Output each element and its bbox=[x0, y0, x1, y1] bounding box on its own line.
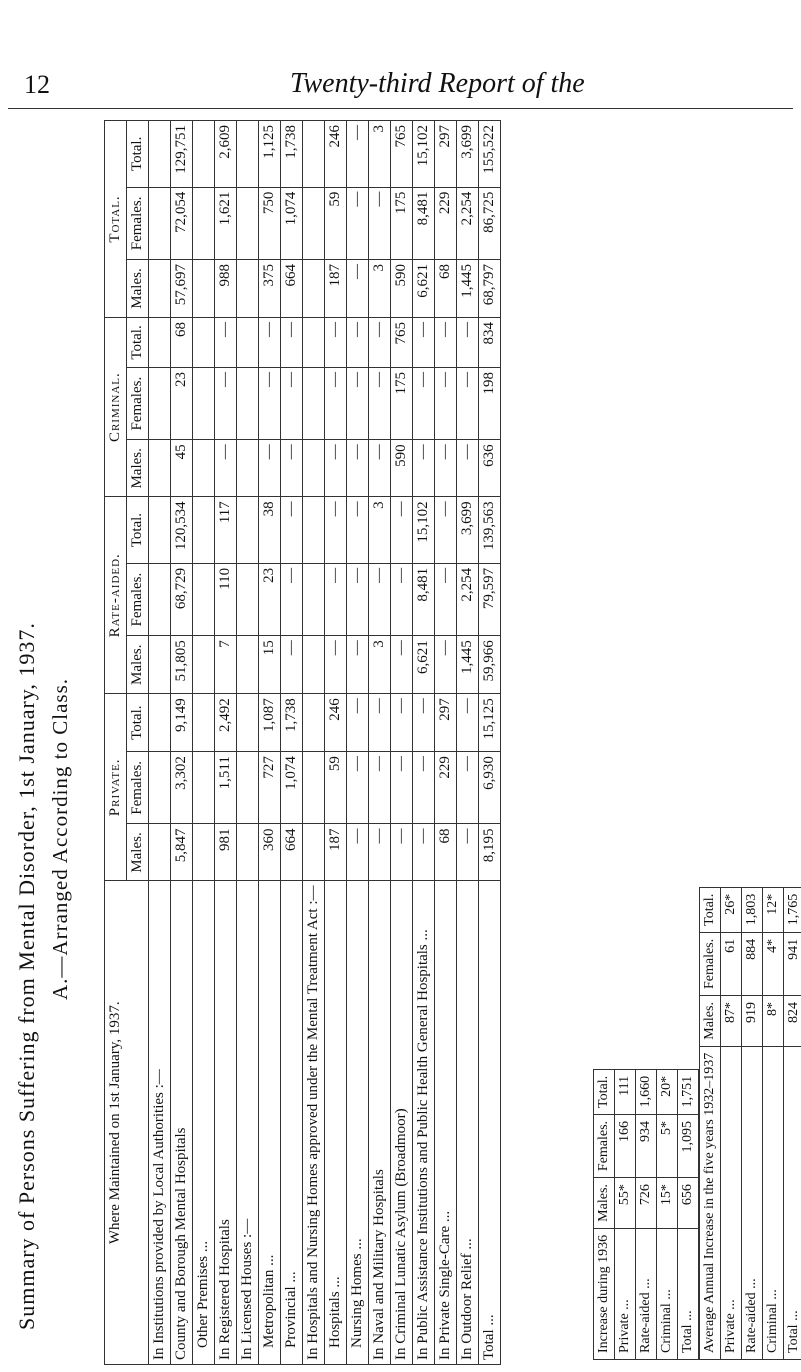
row-label: In Outdoor Relief ... bbox=[457, 881, 479, 1365]
row-label: In Institutions provided by Local Authorities :— bbox=[149, 881, 171, 1365]
table-cell bbox=[237, 752, 259, 824]
table-cell: 187 bbox=[325, 260, 347, 318]
row-label: In Private Single-Care ... bbox=[435, 881, 457, 1365]
table-cell: — bbox=[259, 440, 281, 497]
table-cell: 229 bbox=[435, 752, 457, 824]
table-cell: — bbox=[369, 440, 391, 497]
table-cell: — bbox=[281, 636, 303, 694]
table-cell: 175 bbox=[391, 187, 413, 259]
table-cell: 1,095 bbox=[678, 1114, 699, 1177]
table-cell: — bbox=[391, 636, 413, 694]
table-cell bbox=[303, 317, 325, 367]
table-cell: — bbox=[391, 824, 413, 881]
table-cell: — bbox=[413, 367, 435, 439]
table-cell: — bbox=[413, 440, 435, 497]
table-cell: — bbox=[391, 563, 413, 635]
row-label: In Registered Hospitals bbox=[215, 881, 237, 1365]
table-cell: 919 bbox=[742, 996, 763, 1047]
table-cell: 8* bbox=[763, 996, 784, 1047]
average-table bbox=[699, 887, 801, 1360]
row-label: In Public Assistance Institutions and Public Health General Hospitals ... bbox=[413, 881, 435, 1365]
table-cell: — bbox=[347, 824, 369, 881]
table-cell: — bbox=[391, 497, 413, 564]
subcol-header: Females. bbox=[127, 187, 149, 259]
subcol-header: Total. bbox=[127, 497, 149, 564]
table-cell bbox=[193, 636, 215, 694]
table-cell: — bbox=[413, 752, 435, 824]
table-cell bbox=[149, 260, 171, 318]
table-cell: 15 bbox=[259, 636, 281, 694]
table-cell: 139,563 bbox=[479, 497, 501, 564]
table-row bbox=[657, 1069, 678, 1359]
table-cell: 1,738 bbox=[281, 694, 303, 752]
table-cell: — bbox=[325, 497, 347, 564]
table-cell: 1,621 bbox=[215, 187, 237, 259]
table-cell: 834 bbox=[479, 317, 501, 367]
table-cell bbox=[193, 563, 215, 635]
table-cell: 129,751 bbox=[171, 121, 193, 188]
subcol-header: Total. bbox=[127, 121, 149, 188]
row-label: Provincial ... bbox=[281, 881, 303, 1365]
table-cell: — bbox=[391, 694, 413, 752]
table-cell: 15* bbox=[657, 1178, 678, 1229]
table-cell: 664 bbox=[281, 824, 303, 881]
table-cell: 246 bbox=[325, 694, 347, 752]
table-cell bbox=[237, 824, 259, 881]
table-cell: — bbox=[325, 563, 347, 635]
row-label: County and Borough Mental Hospitals bbox=[171, 881, 193, 1365]
table-title: Increase during 1936 bbox=[594, 1228, 615, 1359]
table-cell: — bbox=[457, 824, 479, 881]
table-cell: 51,805 bbox=[171, 636, 193, 694]
table-row bbox=[636, 1069, 657, 1359]
table-cell: 38 bbox=[259, 497, 281, 564]
table-row bbox=[763, 887, 784, 1359]
table-cell: — bbox=[347, 752, 369, 824]
table-cell: 8,481 bbox=[413, 563, 435, 635]
table-cell: — bbox=[281, 367, 303, 439]
table-cell: 727 bbox=[259, 752, 281, 824]
row-label: Hospitals ... bbox=[325, 881, 347, 1365]
table-cell: 2,492 bbox=[215, 694, 237, 752]
subcol-header: Females. bbox=[127, 752, 149, 824]
table-cell: — bbox=[347, 317, 369, 367]
subcol-header: Total. bbox=[127, 317, 149, 367]
table-cell: 1,074 bbox=[281, 752, 303, 824]
table-cell: — bbox=[457, 694, 479, 752]
row-label: In Criminal Lunatic Asylum (Broadmoor) bbox=[391, 881, 413, 1365]
row-label: Private ... bbox=[721, 1046, 742, 1359]
table-cell bbox=[193, 260, 215, 318]
table-cell bbox=[193, 187, 215, 259]
row-label: Total ... bbox=[784, 1046, 801, 1359]
table-cell: — bbox=[347, 636, 369, 694]
table-cell: — bbox=[435, 367, 457, 439]
table-cell: 726 bbox=[636, 1178, 657, 1229]
table-cell bbox=[149, 563, 171, 635]
table-cell: — bbox=[369, 563, 391, 635]
group-private: Private. bbox=[105, 694, 127, 881]
table-cell: — bbox=[347, 440, 369, 497]
row-label: In Licensed Houses :— bbox=[237, 881, 259, 1365]
row-label: Criminal ... bbox=[763, 1046, 784, 1359]
table-cell bbox=[237, 563, 259, 635]
subcol-header: Males. bbox=[127, 440, 149, 497]
table-cell: — bbox=[325, 367, 347, 439]
column-header: Males. bbox=[700, 996, 721, 1047]
table-cell: 1,803 bbox=[742, 887, 763, 932]
table-cell: 1,087 bbox=[259, 694, 281, 752]
row-label: Rate-aided ... bbox=[742, 1046, 763, 1359]
table-cell bbox=[149, 317, 171, 367]
table-cell: 15,102 bbox=[413, 121, 435, 188]
table-cell: — bbox=[325, 440, 347, 497]
table-cell: 3,302 bbox=[171, 752, 193, 824]
table-cell: — bbox=[281, 317, 303, 367]
table-cell: 68 bbox=[435, 824, 457, 881]
table-cell: 246 bbox=[325, 121, 347, 188]
table-row bbox=[171, 121, 193, 1365]
subcol-header: Females. bbox=[127, 367, 149, 439]
page-number: 12 bbox=[24, 70, 50, 99]
table-cell: 111 bbox=[615, 1069, 636, 1114]
table-row bbox=[391, 121, 413, 1365]
table-cell: 1,445 bbox=[457, 260, 479, 318]
table-cell bbox=[303, 497, 325, 564]
table-cell bbox=[237, 317, 259, 367]
table-cell: 59 bbox=[325, 187, 347, 259]
table-row bbox=[678, 1069, 699, 1359]
table-cell: 656 bbox=[678, 1178, 699, 1229]
table-row bbox=[193, 121, 215, 1365]
group-rate-aided: Rate-aided. bbox=[105, 497, 127, 694]
table-cell: 166 bbox=[615, 1114, 636, 1177]
table-cell: — bbox=[369, 752, 391, 824]
table-cell: 3 bbox=[369, 497, 391, 564]
table-cell: 6,621 bbox=[413, 260, 435, 318]
table-cell: — bbox=[347, 497, 369, 564]
table-cell: — bbox=[347, 187, 369, 259]
subcol-header: Total. bbox=[127, 694, 149, 752]
table-cell: — bbox=[347, 563, 369, 635]
table-row bbox=[784, 887, 801, 1359]
table-cell: 72,054 bbox=[171, 187, 193, 259]
table-cell: 765 bbox=[391, 121, 413, 188]
table-cell bbox=[237, 260, 259, 318]
table-cell bbox=[303, 440, 325, 497]
table-cell bbox=[149, 367, 171, 439]
table-cell bbox=[237, 440, 259, 497]
group-criminal: Criminal. bbox=[105, 317, 127, 496]
row-label: Other Premises ... bbox=[193, 881, 215, 1365]
table-cell: 824 bbox=[784, 996, 801, 1047]
table-cell: 1,125 bbox=[259, 121, 281, 188]
table-cell bbox=[303, 694, 325, 752]
table-cell: 6,621 bbox=[413, 636, 435, 694]
table-cell: 988 bbox=[215, 260, 237, 318]
table-cell bbox=[149, 636, 171, 694]
table-row bbox=[369, 121, 391, 1365]
table-cell: 297 bbox=[435, 694, 457, 752]
row-label: In Naval and Military Hospitals bbox=[369, 881, 391, 1365]
table-cell bbox=[303, 187, 325, 259]
table-cell: — bbox=[457, 367, 479, 439]
table-cell: — bbox=[457, 752, 479, 824]
table-cell: — bbox=[281, 440, 303, 497]
table-cell: — bbox=[435, 440, 457, 497]
table-cell: 3 bbox=[369, 121, 391, 188]
table-cell: 2,254 bbox=[457, 187, 479, 259]
table-row bbox=[259, 121, 281, 1365]
table-cell: — bbox=[281, 563, 303, 635]
table-cell: 198 bbox=[479, 367, 501, 439]
table-cell bbox=[149, 440, 171, 497]
table-cell: 1,074 bbox=[281, 187, 303, 259]
table-cell: 1,738 bbox=[281, 121, 303, 188]
table-cell: 55* bbox=[615, 1178, 636, 1229]
table-cell: 3 bbox=[369, 636, 391, 694]
table-cell: 87* bbox=[721, 996, 742, 1047]
table-cell bbox=[149, 497, 171, 564]
table-cell: 68,797 bbox=[479, 260, 501, 318]
table-cell bbox=[237, 497, 259, 564]
table-cell bbox=[237, 121, 259, 188]
table-cell bbox=[149, 187, 171, 259]
table-row bbox=[479, 121, 501, 1365]
table-cell: 120,534 bbox=[171, 497, 193, 564]
table-row bbox=[281, 121, 303, 1365]
table-cell: 12* bbox=[763, 887, 784, 932]
table-cell: 941 bbox=[784, 932, 801, 995]
table-cell bbox=[303, 121, 325, 188]
summary-table-wrapper bbox=[104, 120, 569, 1365]
table-cell bbox=[303, 367, 325, 439]
subcol-header: Females. bbox=[127, 563, 149, 635]
row-label: Total ... bbox=[678, 1228, 699, 1359]
table-cell: 1,445 bbox=[457, 636, 479, 694]
table-cell: 79,597 bbox=[479, 563, 501, 635]
table-cell: — bbox=[369, 824, 391, 881]
row-label: Criminal ... bbox=[657, 1228, 678, 1359]
table-cell: 3,699 bbox=[457, 497, 479, 564]
table-cell: — bbox=[413, 317, 435, 367]
table-cell: 187 bbox=[325, 824, 347, 881]
table-cell bbox=[193, 367, 215, 439]
table-cell: — bbox=[215, 367, 237, 439]
corner-header: Where Maintained on 1st January, 1937. bbox=[105, 881, 149, 1365]
table-cell: — bbox=[457, 440, 479, 497]
table-cell: 7 bbox=[215, 636, 237, 694]
table-cell: 61 bbox=[721, 932, 742, 995]
table-cell bbox=[193, 824, 215, 881]
increase-table bbox=[593, 1069, 699, 1360]
table-cell bbox=[303, 563, 325, 635]
table-cell: 360 bbox=[259, 824, 281, 881]
side-subtitle: A.—Arranged According to Class. bbox=[48, 677, 72, 1000]
table-cell: — bbox=[435, 497, 457, 564]
table-cell: 15,102 bbox=[413, 497, 435, 564]
table-cell: 2,254 bbox=[457, 563, 479, 635]
table-cell: 175 bbox=[391, 367, 413, 439]
table-cell: 59,966 bbox=[479, 636, 501, 694]
row-label: Nursing Homes ... bbox=[347, 881, 369, 1365]
table-cell: — bbox=[325, 317, 347, 367]
table-cell: 68,729 bbox=[171, 563, 193, 635]
table-cell: — bbox=[369, 317, 391, 367]
table-cell: 3,699 bbox=[457, 121, 479, 188]
table-row bbox=[149, 121, 171, 1365]
increase-tables-wrapper bbox=[593, 740, 801, 1360]
table-cell bbox=[303, 260, 325, 318]
table-cell: 155,522 bbox=[479, 121, 501, 188]
table-cell: 20* bbox=[657, 1069, 678, 1114]
table-cell: 8,481 bbox=[413, 187, 435, 259]
column-header: Total. bbox=[700, 887, 721, 932]
table-cell: 8,195 bbox=[479, 824, 501, 881]
table-cell: — bbox=[347, 694, 369, 752]
table-cell: 110 bbox=[215, 563, 237, 635]
table-cell: — bbox=[413, 824, 435, 881]
table-title: Average Annual Increase in the five years 1932–1937 bbox=[700, 1046, 721, 1359]
subcol-header: Males. bbox=[127, 824, 149, 881]
table-cell: 2,609 bbox=[215, 121, 237, 188]
table-cell: — bbox=[325, 636, 347, 694]
row-label: In Hospitals and Nursing Homes approved under the Mental Treatment Act :— bbox=[303, 881, 325, 1365]
table-cell: 664 bbox=[281, 260, 303, 318]
table-cell: 590 bbox=[391, 260, 413, 318]
table-row bbox=[742, 887, 763, 1359]
table-cell: — bbox=[369, 367, 391, 439]
table-cell bbox=[237, 636, 259, 694]
table-row bbox=[413, 121, 435, 1365]
header-rule bbox=[8, 108, 793, 109]
table-row bbox=[303, 121, 325, 1365]
table-cell: 23 bbox=[259, 563, 281, 635]
table-cell: — bbox=[281, 497, 303, 564]
table-cell bbox=[193, 121, 215, 188]
table-cell: 1,765 bbox=[784, 887, 801, 932]
table-cell: 59 bbox=[325, 752, 347, 824]
subcol-header: Males. bbox=[127, 260, 149, 318]
table-cell: 68 bbox=[171, 317, 193, 367]
table-cell: 884 bbox=[742, 932, 763, 995]
table-cell bbox=[237, 367, 259, 439]
row-label: Metropolitan ... bbox=[259, 881, 281, 1365]
table-cell: 4* bbox=[763, 932, 784, 995]
table-cell: 117 bbox=[215, 497, 237, 564]
table-row bbox=[435, 121, 457, 1365]
table-cell: — bbox=[435, 636, 457, 694]
table-cell: 57,697 bbox=[171, 260, 193, 318]
table-cell: — bbox=[215, 440, 237, 497]
table-cell: 9,149 bbox=[171, 694, 193, 752]
table-cell: — bbox=[457, 317, 479, 367]
table-cell: 750 bbox=[259, 187, 281, 259]
table-cell bbox=[193, 440, 215, 497]
table-cell bbox=[303, 636, 325, 694]
table-cell: 636 bbox=[479, 440, 501, 497]
table-cell bbox=[193, 317, 215, 367]
table-cell: — bbox=[435, 317, 457, 367]
subcol-header: Males. bbox=[127, 636, 149, 694]
table-row bbox=[457, 121, 479, 1365]
row-label: Rate-aided ... bbox=[636, 1228, 657, 1359]
table-cell bbox=[149, 121, 171, 188]
table-cell: — bbox=[413, 694, 435, 752]
table-row bbox=[615, 1069, 636, 1359]
table-cell: 15,125 bbox=[479, 694, 501, 752]
table-cell: 26* bbox=[721, 887, 742, 932]
table-cell: 6,930 bbox=[479, 752, 501, 824]
table-cell: — bbox=[347, 260, 369, 318]
table-cell: 5* bbox=[657, 1114, 678, 1177]
table-row bbox=[721, 887, 742, 1359]
table-cell bbox=[193, 497, 215, 564]
table-cell: 1,511 bbox=[215, 752, 237, 824]
table-cell: — bbox=[391, 752, 413, 824]
table-cell: — bbox=[347, 121, 369, 188]
table-cell: — bbox=[215, 317, 237, 367]
table-row bbox=[215, 121, 237, 1365]
table-cell: 590 bbox=[391, 440, 413, 497]
table-cell bbox=[237, 187, 259, 259]
table-cell: — bbox=[369, 187, 391, 259]
table-cell: 297 bbox=[435, 121, 457, 188]
side-title: Summary of Persons Suffering from Mental Disorder, 1st January, 1937. bbox=[14, 622, 39, 1330]
row-label: Private ... bbox=[615, 1228, 636, 1359]
column-header: Total. bbox=[594, 1069, 615, 1114]
column-header: Females. bbox=[594, 1114, 615, 1177]
table-row bbox=[347, 121, 369, 1365]
table-cell: — bbox=[259, 317, 281, 367]
row-label: Total ... bbox=[479, 881, 501, 1365]
table-cell: 765 bbox=[391, 317, 413, 367]
table-cell bbox=[149, 824, 171, 881]
column-header: Females. bbox=[700, 932, 721, 995]
running-head: Twenty-third Report of the bbox=[290, 68, 585, 99]
table-cell: — bbox=[369, 694, 391, 752]
table-row bbox=[237, 121, 259, 1365]
table-cell: 23 bbox=[171, 367, 193, 439]
table-cell: 1,660 bbox=[636, 1069, 657, 1114]
table-cell: — bbox=[259, 367, 281, 439]
table-cell bbox=[303, 824, 325, 881]
table-cell: 229 bbox=[435, 187, 457, 259]
table-cell bbox=[193, 694, 215, 752]
table-cell: — bbox=[435, 563, 457, 635]
table-row bbox=[325, 121, 347, 1365]
table-cell: 934 bbox=[636, 1114, 657, 1177]
table-cell bbox=[193, 752, 215, 824]
table-cell: 86,725 bbox=[479, 187, 501, 259]
table-cell: — bbox=[347, 367, 369, 439]
table-cell bbox=[237, 694, 259, 752]
table-cell bbox=[149, 694, 171, 752]
summary-table bbox=[104, 120, 501, 1365]
table-cell: 5,847 bbox=[171, 824, 193, 881]
table-cell: 1,751 bbox=[678, 1069, 699, 1114]
table-cell: 981 bbox=[215, 824, 237, 881]
table-cell: 375 bbox=[259, 260, 281, 318]
table-cell: 68 bbox=[435, 260, 457, 318]
table-cell bbox=[303, 752, 325, 824]
group-total: Total. bbox=[105, 121, 127, 318]
table-cell: 45 bbox=[171, 440, 193, 497]
table-cell: 3 bbox=[369, 260, 391, 318]
column-header: Males. bbox=[594, 1178, 615, 1229]
table-cell bbox=[149, 752, 171, 824]
